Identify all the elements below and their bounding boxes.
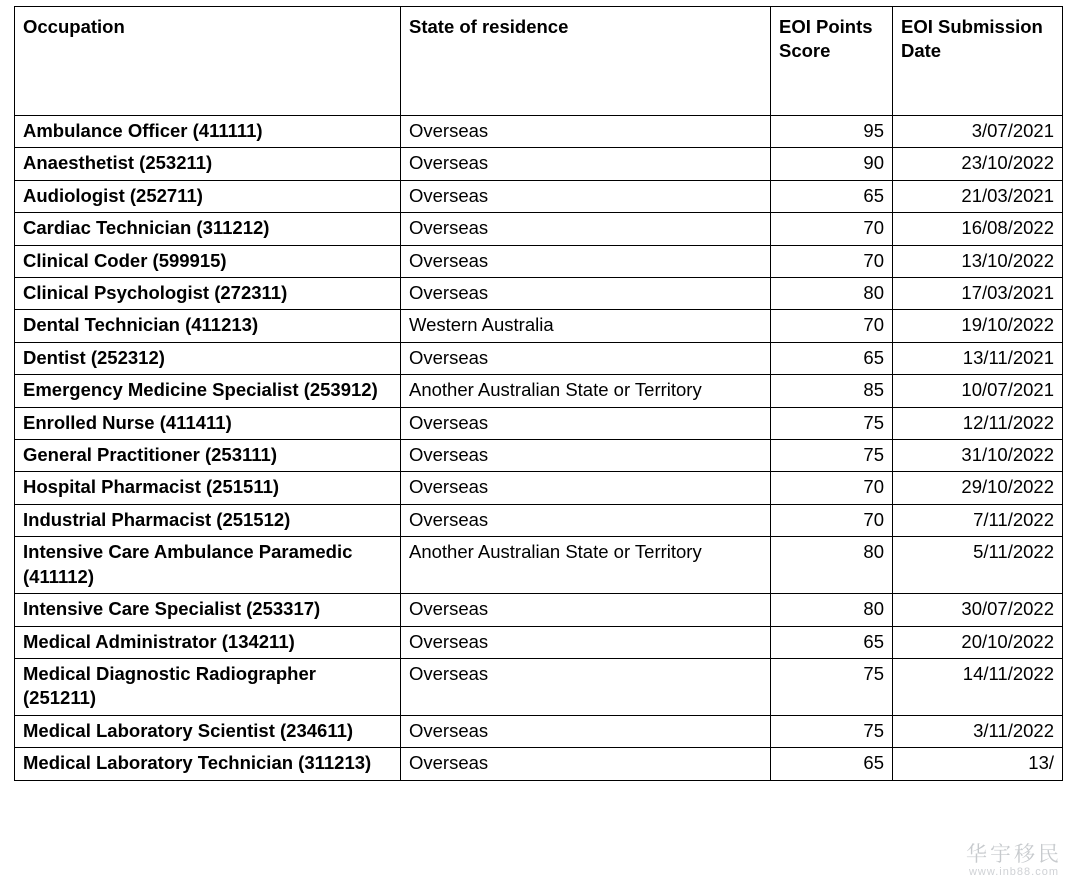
cell-date: 29/10/2022	[893, 472, 1063, 504]
table-row	[15, 407, 1063, 439]
cell-points: 70	[771, 245, 893, 277]
cell-date: 23/10/2022	[893, 148, 1063, 180]
cell-date: 3/07/2021	[893, 116, 1063, 148]
cell-occupation: Hospital Pharmacist (251511)	[15, 472, 401, 504]
cell-points: 70	[771, 472, 893, 504]
cell-state: Overseas	[401, 213, 771, 245]
cell-state: Overseas	[401, 504, 771, 536]
table-row	[15, 245, 1063, 277]
cell-points: 75	[771, 715, 893, 747]
cell-occupation: Cardiac Technician (311212)	[15, 213, 401, 245]
table-row	[15, 440, 1063, 472]
watermark-sub-text: www.inb88.com	[968, 866, 1060, 878]
watermark	[966, 838, 1062, 878]
cell-occupation: Clinical Coder (599915)	[15, 245, 401, 277]
cell-state: Overseas	[401, 342, 771, 374]
cell-occupation: Dental Technician (411213)	[15, 310, 401, 342]
cell-state: Overseas	[401, 180, 771, 212]
table-row	[15, 116, 1063, 148]
cell-occupation: Anaesthetist (253211)	[15, 148, 401, 180]
table-row	[15, 375, 1063, 407]
table-row	[15, 504, 1063, 536]
cell-occupation: Ambulance Officer (411111)	[15, 116, 401, 148]
cell-state: Overseas	[401, 715, 771, 747]
cell-date: 5/11/2022	[893, 537, 1063, 594]
cell-points: 75	[771, 440, 893, 472]
cell-points: 70	[771, 504, 893, 536]
cell-points: 70	[771, 213, 893, 245]
column-header-points: EOI Points Score	[771, 7, 893, 116]
table-body	[15, 116, 1063, 781]
cell-points: 80	[771, 594, 893, 626]
cell-points: 70	[771, 310, 893, 342]
cell-points: 90	[771, 148, 893, 180]
cell-occupation: Intensive Care Specialist (253317)	[15, 594, 401, 626]
cell-state: Overseas	[401, 245, 771, 277]
cell-occupation: Clinical Psychologist (272311)	[15, 278, 401, 310]
table-row	[15, 594, 1063, 626]
table-row	[15, 278, 1063, 310]
table-row	[15, 213, 1063, 245]
cell-date: 13/	[893, 748, 1063, 780]
cell-date: 21/03/2021	[893, 180, 1063, 212]
cell-date: 13/10/2022	[893, 245, 1063, 277]
cell-occupation: Industrial Pharmacist (251512)	[15, 504, 401, 536]
column-header-state: State of residence	[401, 7, 771, 116]
table-header	[15, 7, 1063, 116]
cell-occupation: Medical Laboratory Technician (311213)	[15, 748, 401, 780]
cell-points: 80	[771, 278, 893, 310]
cell-occupation: Intensive Care Ambulance Paramedic (411112)	[15, 537, 401, 594]
cell-points: 95	[771, 116, 893, 148]
cell-state: Western Australia	[401, 310, 771, 342]
table-row	[15, 472, 1063, 504]
cell-points: 65	[771, 748, 893, 780]
table-row	[15, 537, 1063, 594]
cell-points: 85	[771, 375, 893, 407]
cell-date: 10/07/2021	[893, 375, 1063, 407]
cell-date: 31/10/2022	[893, 440, 1063, 472]
cell-occupation: Medical Administrator (134211)	[15, 626, 401, 658]
cell-state: Overseas	[401, 116, 771, 148]
cell-state: Overseas	[401, 626, 771, 658]
table-row	[15, 626, 1063, 658]
table-row	[15, 748, 1063, 780]
cell-points: 65	[771, 342, 893, 374]
cell-state: Overseas	[401, 748, 771, 780]
cell-date: 17/03/2021	[893, 278, 1063, 310]
cell-date: 14/11/2022	[893, 658, 1063, 715]
cell-state: Overseas	[401, 658, 771, 715]
cell-points: 65	[771, 180, 893, 212]
cell-date: 19/10/2022	[893, 310, 1063, 342]
table-row	[15, 148, 1063, 180]
table-row	[15, 180, 1063, 212]
column-header-date: EOI Submission Date	[893, 7, 1063, 116]
cell-date: 30/07/2022	[893, 594, 1063, 626]
cell-points: 65	[771, 626, 893, 658]
table-row	[15, 342, 1063, 374]
cell-date: 3/11/2022	[893, 715, 1063, 747]
cell-points: 80	[771, 537, 893, 594]
cell-occupation: Dentist (252312)	[15, 342, 401, 374]
table-row	[15, 310, 1063, 342]
cell-state: Overseas	[401, 278, 771, 310]
eoi-occupation-table	[14, 6, 1063, 781]
cell-occupation: Medical Laboratory Scientist (234611)	[15, 715, 401, 747]
cell-state: Overseas	[401, 407, 771, 439]
cell-date: 16/08/2022	[893, 213, 1063, 245]
cell-date: 20/10/2022	[893, 626, 1063, 658]
table-row	[15, 658, 1063, 715]
cell-occupation: Audiologist (252711)	[15, 180, 401, 212]
cell-occupation: Enrolled Nurse (411411)	[15, 407, 401, 439]
cell-date: 7/11/2022	[893, 504, 1063, 536]
cell-date: 12/11/2022	[893, 407, 1063, 439]
cell-occupation: Medical Diagnostic Radiographer (251211)	[15, 658, 401, 715]
cell-points: 75	[771, 407, 893, 439]
cell-date: 13/11/2021	[893, 342, 1063, 374]
cell-state: Overseas	[401, 148, 771, 180]
cell-state: Another Australian State or Territory	[401, 375, 771, 407]
cell-occupation: General Practitioner (253111)	[15, 440, 401, 472]
cell-state: Another Australian State or Territory	[401, 537, 771, 594]
cell-points: 75	[771, 658, 893, 715]
cell-occupation: Emergency Medicine Specialist (253912)	[15, 375, 401, 407]
cell-state: Overseas	[401, 440, 771, 472]
watermark-main-text: 华宇移民	[966, 842, 1062, 866]
table-row	[15, 715, 1063, 747]
table-header-row	[15, 7, 1063, 116]
cell-state: Overseas	[401, 472, 771, 504]
column-header-occupation: Occupation	[15, 7, 401, 116]
cell-state: Overseas	[401, 594, 771, 626]
